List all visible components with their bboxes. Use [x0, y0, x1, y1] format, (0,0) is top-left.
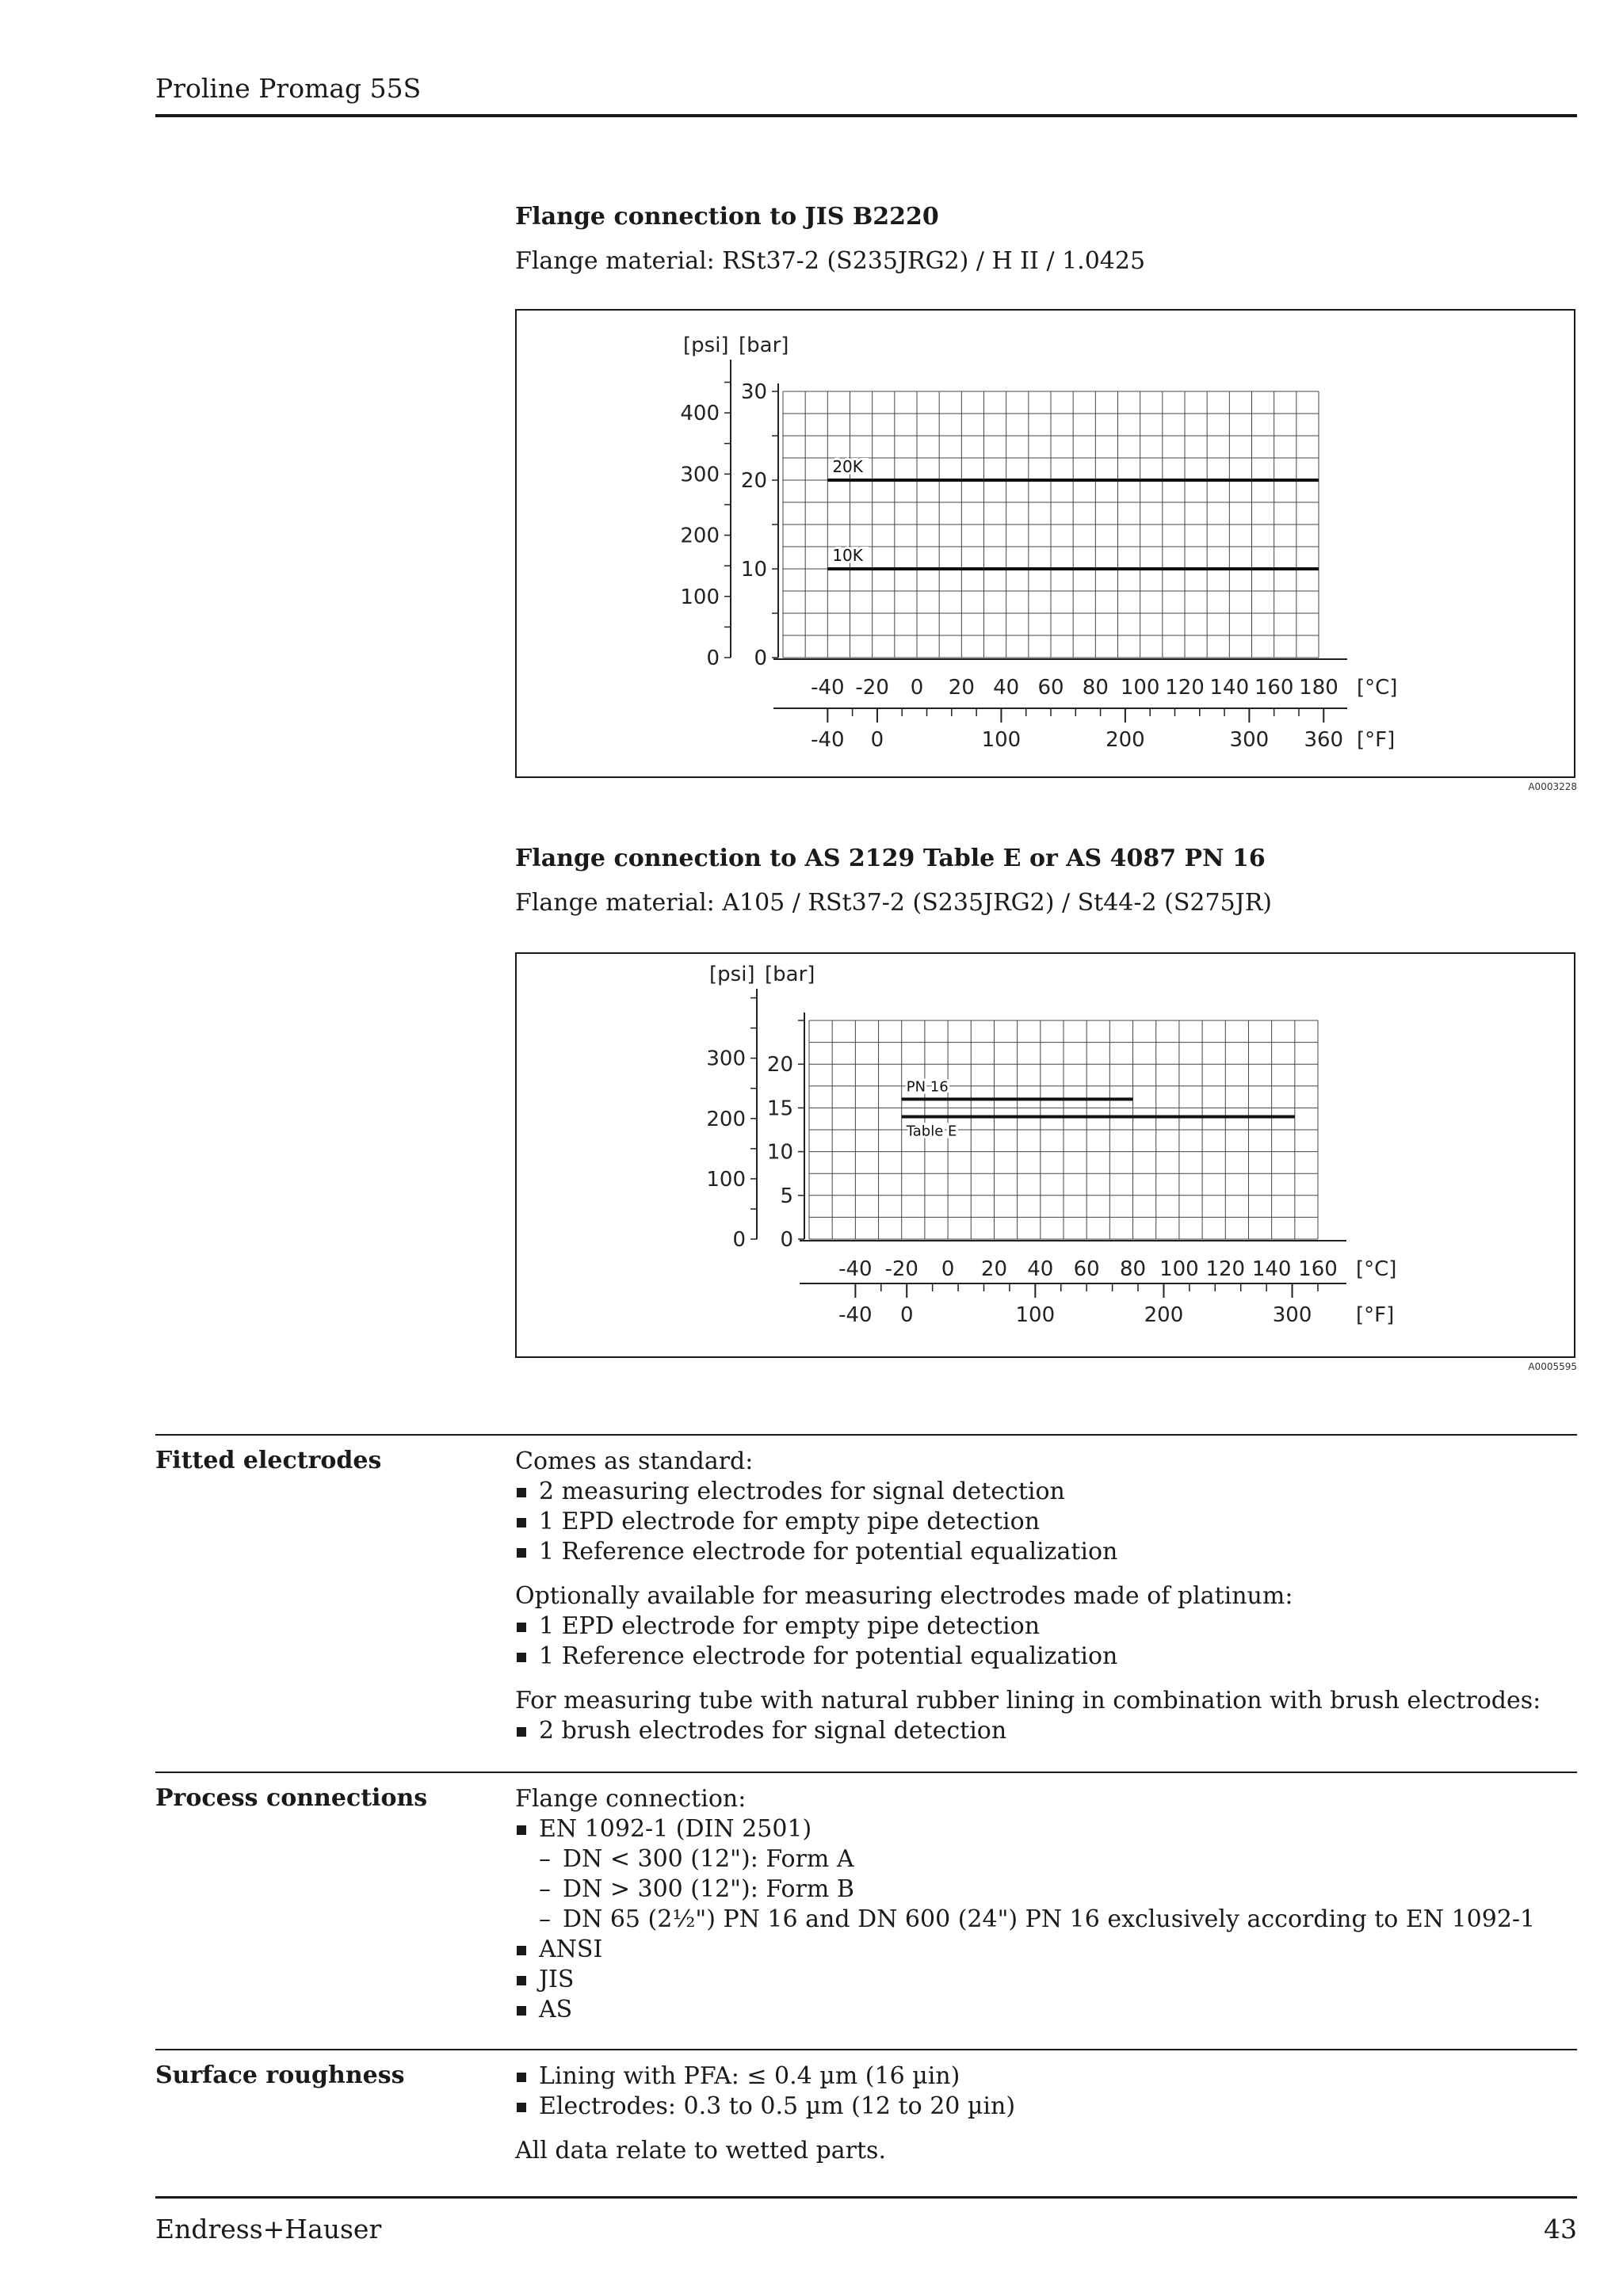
bar-tick-label: 0 — [780, 1228, 793, 1252]
celsius-unit-label: [°C] — [1356, 1257, 1397, 1281]
series-label-1: Table E — [906, 1123, 957, 1140]
sub-list-item: – DN > 300 (12"): Form B — [539, 1875, 1569, 1905]
celsius-tick-label: -20 — [855, 676, 889, 700]
celsius-tick-label: 100 — [1120, 676, 1160, 700]
fahrenheit-tick-label: 200 — [1144, 1303, 1184, 1327]
list-item: Lining with PFA: ≤ 0.4 µm (16 µin) — [515, 2061, 1569, 2092]
process-connections-content — [515, 1784, 1569, 2025]
row-rule-process — [155, 1772, 1577, 1773]
bar-tick-label: 15 — [766, 1097, 793, 1121]
sub-list-item: – DN 65 (2½") PN 16 and DN 600 (24") PN 16 exclusively according to EN 1092-1 — [539, 1905, 1569, 1935]
electrodes-list3 — [515, 1716, 1569, 1746]
list-item: JIS — [515, 1965, 1569, 1995]
fahrenheit-unit-label: [°F] — [1357, 728, 1396, 752]
fahrenheit-tick-label: 0 — [899, 1303, 914, 1327]
chart2-box — [515, 952, 1575, 1358]
bar-tick-label: 0 — [754, 646, 767, 670]
row-rule-surface — [155, 2049, 1577, 2050]
fahrenheit-tick-label: -40 — [838, 1303, 873, 1327]
sub-list-item: – DN < 300 (12"): Form A — [539, 1844, 1569, 1875]
celsius-tick-label: 0 — [941, 1257, 955, 1281]
psi-tick-label: 100 — [706, 1167, 746, 1192]
psi-unit-label: [psi] — [683, 334, 729, 357]
psi-tick-label: 200 — [706, 1107, 746, 1131]
footer-rule — [155, 2196, 1577, 2199]
fitted-electrodes-label: Fitted electrodes — [155, 1447, 382, 1474]
celsius-tick-label: 120 — [1165, 676, 1205, 700]
series-label-0: PN 16 — [906, 1078, 949, 1096]
chart2-svg — [517, 954, 1577, 1360]
list-item: 2 brush electrodes for signal detection — [515, 1716, 1569, 1746]
fahrenheit-tick-label: -40 — [811, 728, 845, 752]
psi-tick-label: 0 — [732, 1228, 746, 1252]
surface-roughness-content — [515, 2061, 1569, 2166]
chart1-box — [515, 309, 1575, 778]
celsius-tick-label: 0 — [910, 676, 924, 700]
header-rule — [155, 114, 1577, 117]
celsius-tick-label: -40 — [811, 676, 845, 700]
footer-company: Endress+Hauser — [155, 2214, 382, 2245]
celsius-tick-label: 20 — [980, 1257, 1008, 1281]
celsius-tick-label: -20 — [884, 1257, 918, 1281]
fahrenheit-tick-label: 300 — [1272, 1303, 1312, 1327]
psi-tick-label: 400 — [680, 402, 720, 426]
section1-subtitle: Flange material: RSt37-2 (S235JRG2) / H II / 1.0425 — [515, 247, 1146, 275]
celsius-tick-label: 100 — [1159, 1257, 1199, 1281]
fahrenheit-tick-label: 360 — [1304, 728, 1344, 752]
document-header-title: Proline Promag 55S — [155, 73, 422, 104]
chart2-code: A0005595 — [1528, 1361, 1577, 1372]
psi-tick-label: 300 — [680, 463, 720, 487]
celsius-tick-label: 60 — [1073, 1257, 1100, 1281]
bar-tick-label: 30 — [740, 380, 767, 404]
bar-unit-label: [bar] — [739, 334, 789, 357]
list-item: ANSI — [515, 1935, 1569, 1965]
electrodes-list1 — [515, 1477, 1569, 1567]
celsius-tick-label: 140 — [1209, 676, 1250, 700]
bar-tick-label: 5 — [780, 1184, 793, 1208]
section2-title: Flange connection to AS 2129 Table E or AS 4087 PN 16 — [515, 845, 1266, 872]
electrodes-intro3: For measuring tube with natural rubber lining in combination with brush electrodes: — [515, 1687, 1541, 1714]
series-label-1: 10K — [832, 546, 863, 565]
fahrenheit-tick-label: 300 — [1229, 728, 1270, 752]
celsius-tick-label: 120 — [1205, 1257, 1246, 1281]
bar-unit-label: [bar] — [765, 963, 815, 986]
celsius-unit-label: [°C] — [1357, 676, 1398, 700]
celsius-tick-label: 80 — [1119, 1257, 1147, 1281]
list-item: AS — [515, 1995, 1569, 2025]
process-list — [515, 1814, 1569, 2025]
process-connections-label: Process connections — [155, 1784, 428, 1812]
celsius-tick-label: 40 — [1027, 1257, 1054, 1281]
celsius-tick-label: 140 — [1251, 1257, 1292, 1281]
surface-roughness-label: Surface roughness — [155, 2061, 405, 2089]
list-item: 2 measuring electrodes for signal detection — [515, 1477, 1569, 1507]
fahrenheit-tick-label: 0 — [870, 728, 884, 752]
chart1-code: A0003228 — [1528, 781, 1577, 792]
process-sublist — [539, 1844, 1569, 1935]
list-item: Electrodes: 0.3 to 0.5 µm (12 to 20 µin) — [515, 2092, 1569, 2122]
celsius-tick-label: 160 — [1298, 1257, 1338, 1281]
celsius-tick-label: 60 — [1037, 676, 1064, 700]
list-item — [515, 1814, 1569, 1935]
page-number: 43 — [1544, 2214, 1577, 2245]
electrodes-intro2: Optionally available for measuring electrodes made of platinum: — [515, 1582, 1293, 1610]
section2-subtitle: Flange material: A105 / RSt37-2 (S235JRG2) / St44-2 (S275JR) — [515, 889, 1272, 917]
fahrenheit-tick-label: 100 — [1015, 1303, 1056, 1327]
chart1-svg — [517, 311, 1577, 780]
fahrenheit-unit-label: [°F] — [1356, 1303, 1395, 1327]
bar-tick-label: 10 — [766, 1140, 793, 1165]
section1-title: Flange connection to JIS B2220 — [515, 203, 939, 231]
list-item: 1 EPD electrode for empty pipe detection — [515, 1507, 1569, 1537]
psi-tick-label: 200 — [680, 524, 720, 548]
list-item: 1 Reference electrode for potential equalization — [515, 1537, 1569, 1567]
fahrenheit-tick-label: 200 — [1106, 728, 1145, 752]
bar-tick-label: 10 — [740, 558, 767, 582]
celsius-tick-label: 180 — [1299, 676, 1338, 700]
row-rule-electrodes — [155, 1434, 1577, 1436]
celsius-tick-label: -40 — [838, 1257, 873, 1281]
electrodes-list2 — [515, 1611, 1569, 1672]
electrodes-intro1: Comes as standard: — [515, 1447, 754, 1475]
process-item-en1092: EN 1092-1 (DIN 2501) — [539, 1815, 812, 1843]
celsius-tick-label: 160 — [1254, 676, 1294, 700]
series-label-0: 20K — [832, 457, 863, 476]
list-item: 1 Reference electrode for potential equalization — [515, 1642, 1569, 1672]
fitted-electrodes-content — [515, 1447, 1569, 1746]
process-intro: Flange connection: — [515, 1785, 747, 1813]
list-item: 1 EPD electrode for empty pipe detection — [515, 1611, 1569, 1642]
psi-tick-label: 300 — [706, 1047, 746, 1071]
psi-tick-label: 0 — [706, 646, 720, 670]
psi-tick-label: 100 — [680, 585, 720, 609]
bar-tick-label: 20 — [766, 1053, 793, 1077]
bar-tick-label: 20 — [740, 469, 767, 493]
celsius-tick-label: 80 — [1082, 676, 1109, 700]
celsius-tick-label: 20 — [948, 676, 975, 700]
celsius-tick-label: 40 — [993, 676, 1020, 700]
psi-unit-label: [psi] — [709, 963, 755, 986]
surface-list — [515, 2061, 1569, 2122]
fahrenheit-tick-label: 100 — [981, 728, 1022, 752]
surface-note: All data relate to wetted parts. — [515, 2137, 886, 2164]
